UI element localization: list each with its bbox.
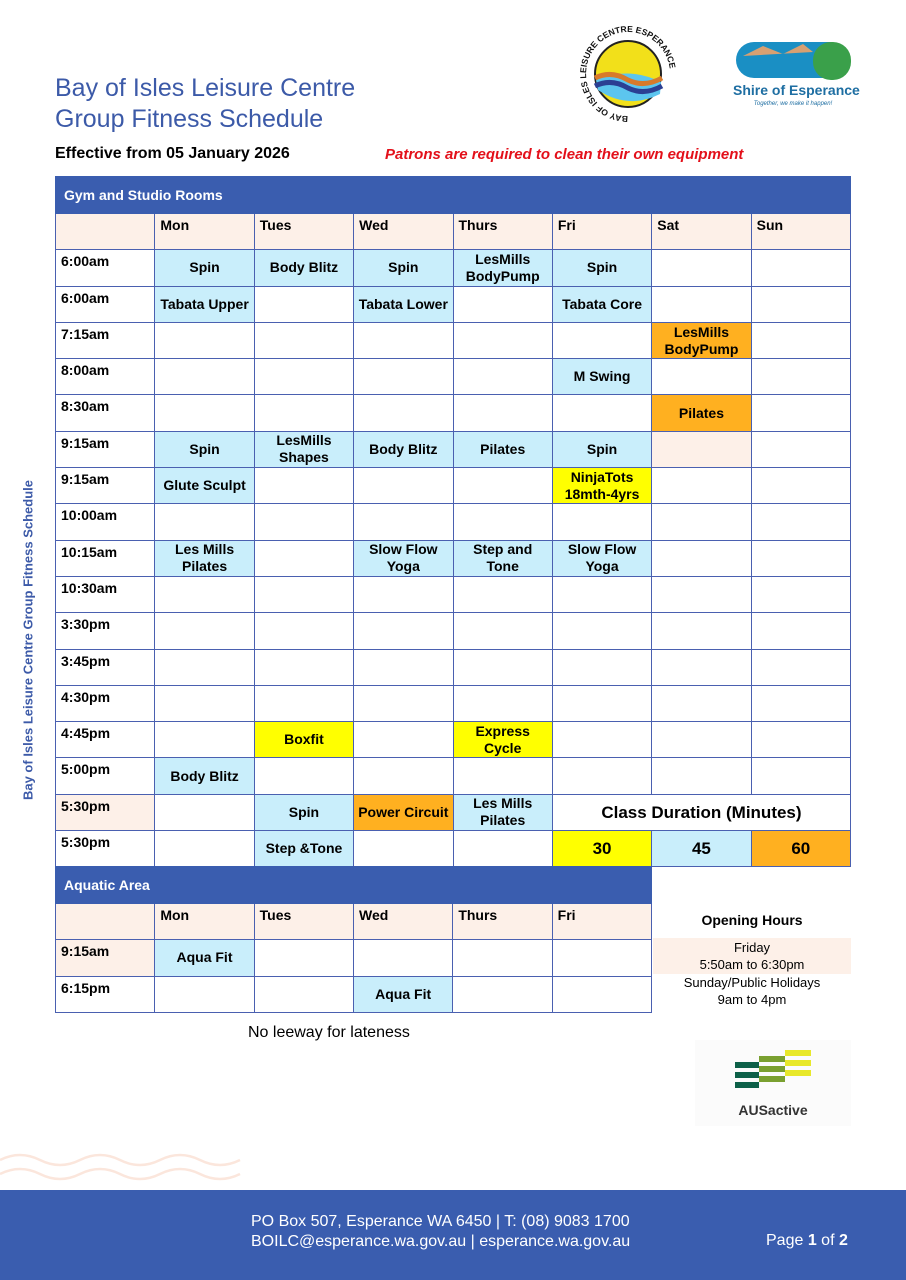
empty-cell — [652, 286, 751, 322]
empty-cell — [751, 722, 850, 758]
schedule-row — [56, 940, 652, 976]
opening-hours — [653, 905, 851, 1008]
shire-of-esperance-logo — [733, 32, 860, 114]
time-cell: 8:00am — [56, 359, 155, 395]
effective-date: Effective from 05 January 2026 — [55, 145, 290, 162]
duration-legend-30: 30 — [552, 831, 651, 867]
section-header-row — [56, 867, 652, 904]
day-header: Thurs — [453, 904, 552, 940]
empty-cell — [652, 685, 751, 721]
empty-cell — [751, 395, 850, 431]
logo1-text: BAY OF ISLES LEISURE CENTRE ESPERANCE — [577, 24, 678, 124]
empty-cell — [354, 576, 453, 612]
empty-cell — [552, 649, 651, 685]
logo2-text: Shire of Esperance — [733, 82, 860, 98]
empty-cell — [254, 976, 353, 1012]
class-cell: Aqua Fit — [353, 976, 452, 1012]
empty-cell — [552, 685, 651, 721]
day-header: Mon — [155, 904, 254, 940]
empty-cell — [254, 504, 353, 540]
day-header: Sun — [751, 214, 850, 250]
empty-cell — [254, 940, 353, 976]
empty-cell — [354, 468, 453, 504]
logo2-tagline: Together, we make it happen! — [753, 101, 833, 107]
leisure-centre-logo — [576, 24, 680, 124]
schedule-row — [56, 395, 851, 431]
title-line-1: Bay of Isles Leisure Centre — [55, 74, 356, 102]
empty-cell — [652, 504, 751, 540]
schedule-row — [56, 758, 851, 794]
class-cell: Body Blitz — [254, 250, 353, 286]
time-cell: 9:15am — [56, 431, 155, 467]
gym-schedule-table — [55, 176, 851, 867]
schedule-row — [56, 322, 851, 358]
class-cell: Body Blitz — [354, 431, 453, 467]
title-line-2: Group Fitness Schedule — [55, 105, 324, 133]
empty-cell — [453, 359, 552, 395]
schedule-row — [56, 831, 851, 867]
empty-cell — [453, 322, 552, 358]
page-total: 2 — [838, 1232, 848, 1249]
empty-cell — [155, 504, 254, 540]
empty-cell — [354, 685, 453, 721]
empty-cell — [155, 395, 254, 431]
empty-cell — [354, 831, 453, 867]
day-header: Fri — [552, 904, 651, 940]
day-header: Sat — [652, 214, 751, 250]
empty-cell — [552, 504, 651, 540]
page-indicator — [766, 1232, 848, 1250]
empty-cell — [751, 685, 850, 721]
aquatic-schedule-table — [55, 866, 652, 1013]
class-cell: Aqua Fit — [155, 940, 254, 976]
time-cell: 3:30pm — [56, 613, 155, 649]
empty-cell — [354, 359, 453, 395]
class-cell: Boxfit — [254, 722, 353, 758]
schedule-row — [56, 649, 851, 685]
empty-cell — [354, 649, 453, 685]
class-cell: LesMills BodyPump — [652, 322, 751, 358]
schedule-row — [56, 468, 851, 504]
empty-cell — [354, 722, 453, 758]
empty-cell — [751, 540, 850, 576]
class-cell: Slow Flow Yoga — [552, 540, 651, 576]
duration-legend-45: 45 — [652, 831, 751, 867]
empty-cell — [652, 250, 751, 286]
footer-contact: BOILC@esperance.wa.gov.au | esperance.wa.gov.au — [251, 1233, 631, 1250]
schedule-row — [56, 250, 851, 286]
day-header: Wed — [353, 904, 452, 940]
footer — [0, 1190, 906, 1280]
empty-cell — [353, 940, 452, 976]
ausactive-mark-icon — [695, 1040, 851, 1100]
class-cell: Les Mills Pilates — [155, 540, 254, 576]
class-cell: LesMills Shapes — [254, 431, 353, 467]
time-cell: 5:30pm — [56, 794, 155, 830]
section-header-row — [56, 177, 851, 214]
page-of: of — [816, 1232, 839, 1249]
empty-cell — [155, 794, 254, 830]
empty-cell — [751, 613, 850, 649]
section-title: Aquatic Area — [56, 867, 652, 904]
schedule-row — [56, 613, 851, 649]
time-cell: 5:30pm — [56, 831, 155, 867]
day-header: Wed — [354, 214, 453, 250]
class-cell: Tabata Upper — [155, 286, 254, 322]
schedule-row — [56, 540, 851, 576]
day-header: Tues — [254, 214, 353, 250]
time-cell: 9:15am — [56, 468, 155, 504]
empty-cell — [751, 359, 850, 395]
shire-landscape-icon — [733, 32, 853, 82]
day-header: Fri — [552, 214, 651, 250]
time-cell: 5:00pm — [56, 758, 155, 794]
empty-cell — [254, 758, 353, 794]
empty-cell — [751, 250, 850, 286]
ausactive-text: AUSactive — [738, 1102, 808, 1118]
empty-cell — [453, 649, 552, 685]
empty-cell — [254, 468, 353, 504]
empty-cell — [155, 576, 254, 612]
schedule-row — [56, 431, 851, 467]
footer-address: PO Box 507, Esperance WA 6450 | T: (08) 9083 1700 — [251, 1213, 630, 1230]
day-header: Thurs — [453, 214, 552, 250]
time-cell: 3:45pm — [56, 649, 155, 685]
empty-cell — [254, 359, 353, 395]
class-cell: Les Mills Pilates — [453, 794, 552, 830]
time-cell: 9:15am — [56, 940, 155, 976]
schedule-row — [56, 576, 851, 612]
time-cell: 6:15pm — [56, 976, 155, 1012]
class-cell: Step and Tone — [453, 540, 552, 576]
class-duration-title: Class Duration (Minutes) — [552, 794, 850, 830]
empty-cell — [751, 286, 850, 322]
empty-cell — [155, 976, 254, 1012]
empty-cell — [552, 976, 651, 1012]
class-cell: NinjaTots 18mth-4yrs — [552, 468, 651, 504]
empty-cell — [652, 431, 751, 467]
empty-cell — [552, 322, 651, 358]
empty-cell — [652, 758, 751, 794]
empty-cell — [453, 613, 552, 649]
schedule-row — [56, 976, 652, 1012]
day-header-row — [56, 904, 652, 940]
empty-cell — [453, 395, 552, 431]
time-cell: 4:30pm — [56, 685, 155, 721]
empty-cell — [552, 576, 651, 612]
empty-cell — [453, 831, 552, 867]
empty-cell — [552, 395, 651, 431]
empty-cell — [354, 504, 453, 540]
empty-cell — [453, 685, 552, 721]
schedule-row — [56, 359, 851, 395]
empty-cell — [155, 359, 254, 395]
schedule-row — [56, 685, 851, 721]
empty-cell — [652, 468, 751, 504]
empty-cell — [552, 940, 651, 976]
class-cell: Power Circuit — [354, 794, 453, 830]
empty-cell — [652, 722, 751, 758]
ausactive-logo — [695, 1040, 851, 1126]
class-cell: Spin — [354, 250, 453, 286]
time-cell: 6:00am — [56, 250, 155, 286]
empty-cell — [552, 722, 651, 758]
hours-time: 9am to 4pm — [717, 992, 787, 1007]
schedule-row — [56, 794, 851, 830]
empty-cell — [751, 758, 850, 794]
page-title — [55, 73, 355, 135]
side-title: Bay of Isles Leisure Centre Group Fitness Schedule — [20, 479, 36, 801]
class-cell: Spin — [552, 431, 651, 467]
empty-cell — [652, 576, 751, 612]
page-number: 1 — [807, 1232, 817, 1249]
empty-cell — [254, 322, 353, 358]
empty-cell — [155, 722, 254, 758]
class-cell: Tabata Core — [552, 286, 651, 322]
hours-time: 5:50am to 6:30pm — [699, 957, 805, 972]
empty-cell — [354, 322, 453, 358]
empty-cell — [652, 649, 751, 685]
class-cell: M Swing — [552, 359, 651, 395]
empty-cell — [254, 540, 353, 576]
empty-cell — [155, 685, 254, 721]
empty-cell — [652, 613, 751, 649]
class-cell: Spin — [155, 250, 254, 286]
class-cell: Slow Flow Yoga — [354, 540, 453, 576]
empty-cell — [254, 395, 353, 431]
opening-hours-friday — [653, 938, 851, 974]
class-cell: LesMills BodyPump — [453, 250, 552, 286]
empty-cell — [354, 758, 453, 794]
hours-day: Friday — [733, 940, 771, 955]
class-cell: Spin — [254, 794, 353, 830]
opening-hours-title: Opening Hours — [701, 912, 803, 928]
time-cell: 6:00am — [56, 286, 155, 322]
page-label: Page — [766, 1232, 808, 1249]
class-cell: Spin — [552, 250, 651, 286]
empty-cell — [453, 940, 552, 976]
schedule-row — [56, 504, 851, 540]
class-cell: Step &Tone — [254, 831, 353, 867]
notice: Patrons are required to clean their own equipment — [385, 146, 744, 163]
class-cell: Glute Sculpt — [155, 468, 254, 504]
empty-cell — [453, 576, 552, 612]
empty-cell — [254, 649, 353, 685]
time-cell: 8:30am — [56, 395, 155, 431]
empty-cell — [453, 504, 552, 540]
time-cell: 7:15am — [56, 322, 155, 358]
day-header-empty — [56, 904, 155, 940]
empty-cell — [155, 831, 254, 867]
empty-cell — [552, 758, 651, 794]
day-header-empty — [56, 214, 155, 250]
empty-cell — [751, 431, 850, 467]
time-cell: 10:15am — [56, 540, 155, 576]
hours-day: Sunday/Public Holidays — [683, 975, 821, 990]
duration-legend-60: 60 — [751, 831, 850, 867]
empty-cell — [453, 976, 552, 1012]
empty-cell — [552, 613, 651, 649]
empty-cell — [751, 576, 850, 612]
empty-cell — [453, 286, 552, 322]
time-cell: 4:45pm — [56, 722, 155, 758]
empty-cell — [652, 540, 751, 576]
time-cell: 10:00am — [56, 504, 155, 540]
empty-cell — [254, 576, 353, 612]
day-header: Mon — [155, 214, 254, 250]
class-cell: Pilates — [652, 395, 751, 431]
time-cell: 10:30am — [56, 576, 155, 612]
empty-cell — [354, 613, 453, 649]
empty-cell — [453, 758, 552, 794]
schedule-row — [56, 722, 851, 758]
empty-cell — [155, 322, 254, 358]
empty-cell — [155, 649, 254, 685]
empty-cell — [155, 613, 254, 649]
empty-cell — [254, 286, 353, 322]
empty-cell — [453, 468, 552, 504]
empty-cell — [254, 685, 353, 721]
class-cell: Spin — [155, 431, 254, 467]
empty-cell — [652, 359, 751, 395]
section-title: Gym and Studio Rooms — [56, 177, 851, 214]
empty-cell — [254, 613, 353, 649]
lateness-note: No leeway for lateness — [248, 1024, 410, 1041]
class-cell: Express Cycle — [453, 722, 552, 758]
day-header: Tues — [254, 904, 353, 940]
day-header-row — [56, 214, 851, 250]
empty-cell — [751, 649, 850, 685]
class-cell: Tabata Lower — [354, 286, 453, 322]
class-cell: Pilates — [453, 431, 552, 467]
empty-cell — [751, 504, 850, 540]
empty-cell — [354, 395, 453, 431]
class-cell: Body Blitz — [155, 758, 254, 794]
schedule-row — [56, 286, 851, 322]
empty-cell — [751, 322, 850, 358]
empty-cell — [751, 468, 850, 504]
